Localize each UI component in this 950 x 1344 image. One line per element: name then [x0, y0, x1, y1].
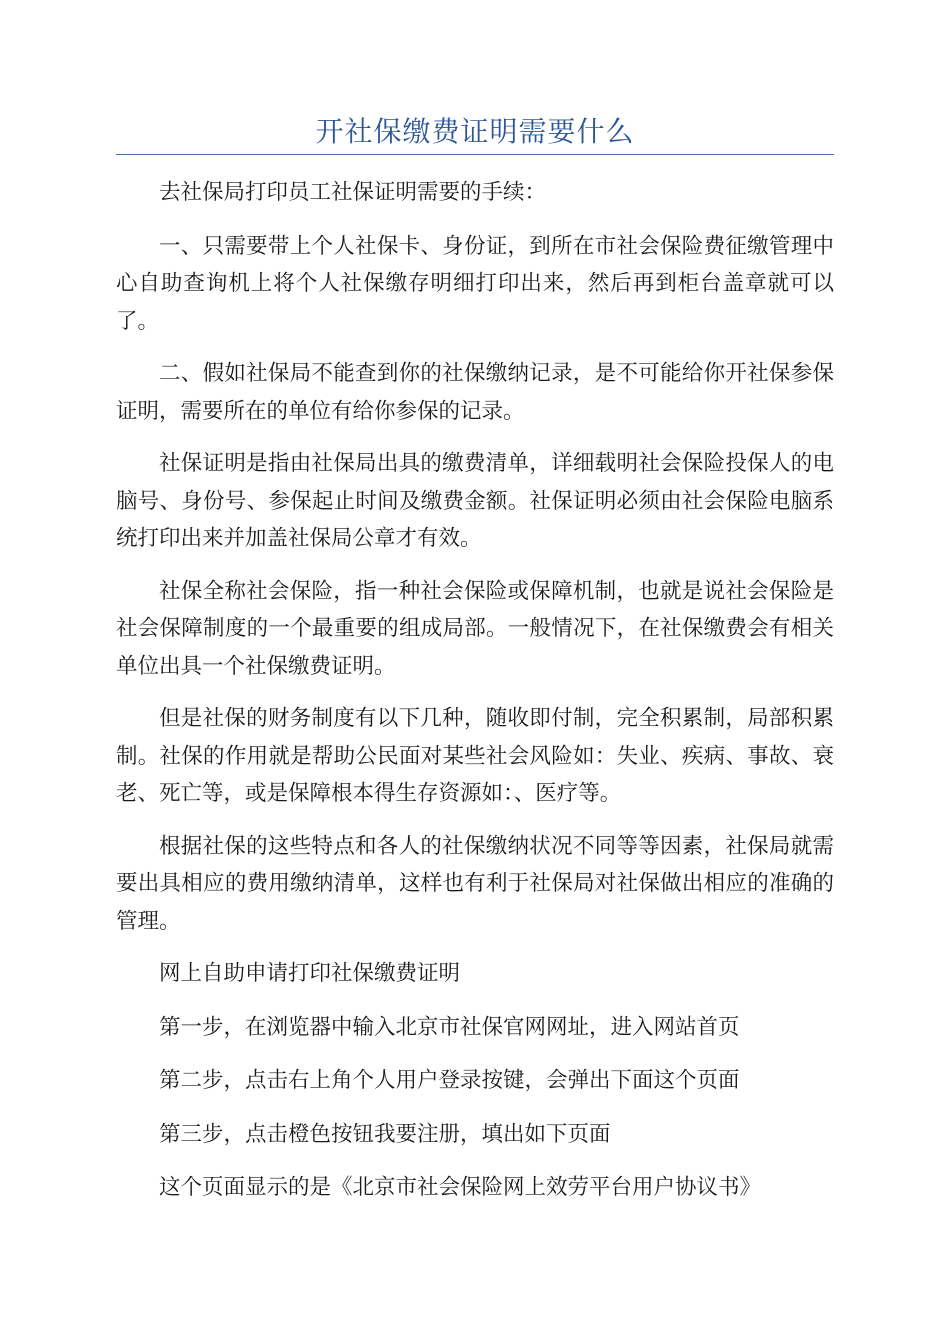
paragraph-characteristics: 根据社保的这些特点和各人的社保缴纳状况不同等等因素，社保局就需要出具相应的费用缴纳清单，这样也有利于社保局对社保做出相应的准确的管理。 — [116, 833, 834, 934]
document-body — [116, 174, 834, 1223]
paragraph-online-step-2: 第二步，点击右上角个人用户登录按键，会弹出下面这个页面 — [159, 1068, 740, 1093]
paragraph-step-one: 一、只需要带上个人社保卡、身份证，到所在市社会保险费征缴管理中心自助查询机上将个人社保缴存明细打印出来，然后再到柜台盖章就可以了。 — [116, 233, 834, 334]
paragraph-step-two: 二、假如社保局不能查到你的社保缴纳记录，是不可能给你开社保参保证明，需要所在的单位有给你参保的记录。 — [116, 361, 834, 424]
paragraph-agreement: 这个页面显示的是《北京市社会保险网上效劳平台用户协议书》 — [159, 1175, 762, 1200]
paragraph-online-step-1: 第一步，在浏览器中输入北京市社保官网网址，进入网站首页 — [159, 1014, 740, 1040]
page-title: 开社保缴费证明需要什么 — [315, 115, 635, 148]
paragraph-online-heading: 网上自助申请打印社保缴费证明 — [159, 961, 461, 986]
paragraph-social-insurance: 社保全称社会保险，指一种社会保险或保障机制，也就是说社会保险是社会保障制度的一个最重要的组成局部。一般情况下，在社保缴费会有相关单位出具一个社保缴费证明。 — [116, 578, 834, 679]
paragraph-online-step-3: 第三步，点击橙色按钮我要注册，填出如下页面 — [159, 1121, 611, 1147]
title-underline — [116, 154, 834, 155]
paragraph-finance-system: 但是社保的财务制度有以下几种，随收即付制，完全积累制，局部积累制。社保的作用就是帮助公民面对某些社会风险如：失业、疾病、事故、衰老、死亡等，或是保障根本得生存资源如：、医疗等。 — [116, 706, 834, 806]
paragraph-definition: 社保证明是指由社保局出具的缴费清单，详细载明社会保险投保人的电脑号、身份号、参保起止时间及缴费金额。社保证明必须由社会保险电脑系统打印出来并加盖社保局公章才有效。 — [116, 451, 834, 551]
paragraph-intro: 去社保局打印员工社保证明需要的手续： — [159, 180, 547, 205]
